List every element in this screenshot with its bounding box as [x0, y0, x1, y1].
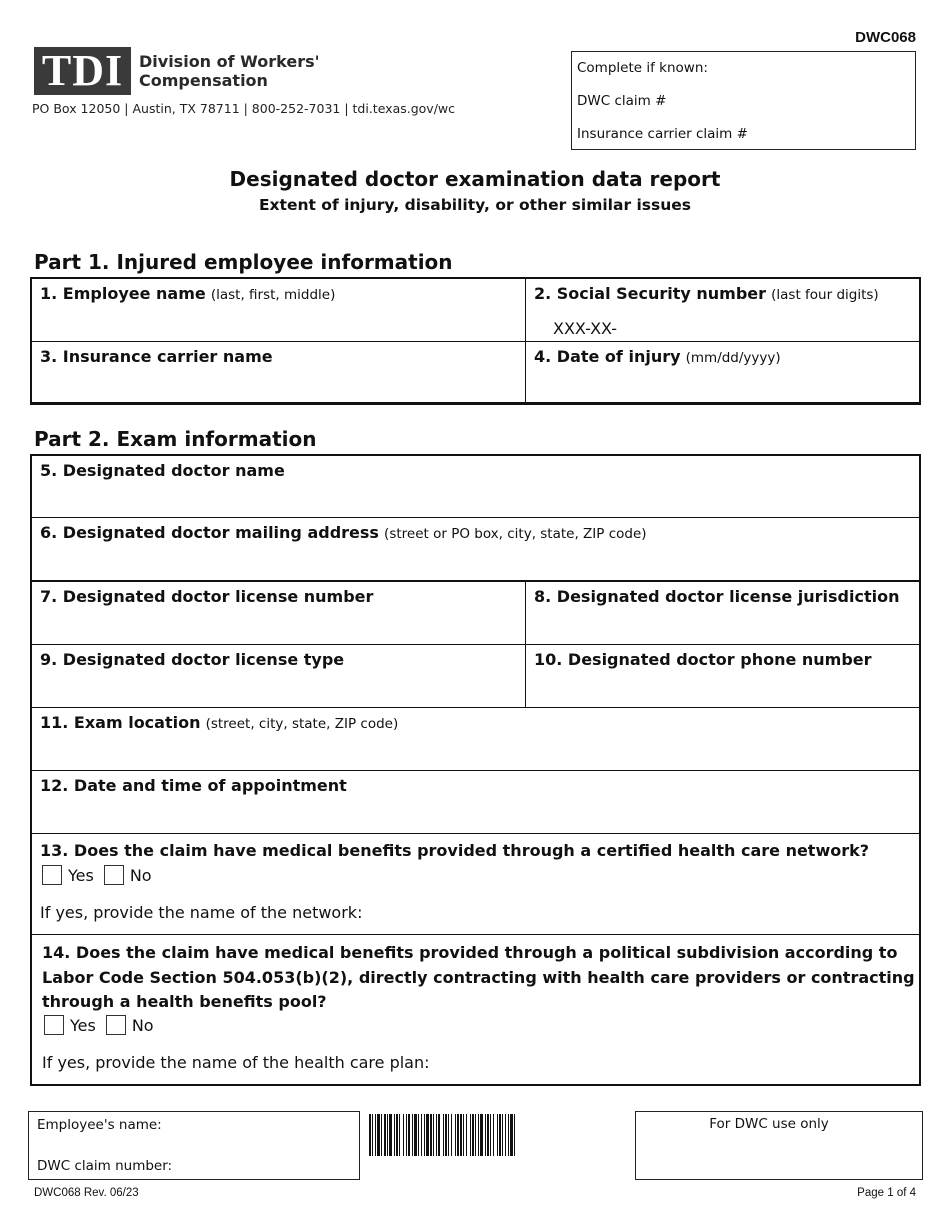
dwc-use-label: For DWC use only	[709, 1116, 829, 1132]
doctor-phone-label: 10. Designated doctor phone number	[534, 650, 872, 669]
appointment-label: 12. Date and time of appointment	[40, 776, 347, 795]
q13-yes-checkbox[interactable]	[42, 865, 62, 885]
page-number: Page 1 of 4	[857, 1187, 916, 1199]
form-number: DWC068	[855, 29, 916, 46]
q13-no-label: No	[129, 865, 152, 885]
q13-question: 13. Does the claim have medical benefits provided through a certified health care network?	[40, 841, 870, 860]
complete-if-known-label: Complete if known:	[577, 60, 708, 76]
ssn-label: 2. Social Security number	[534, 284, 767, 303]
doctor-address-label: 6. Designated doctor mailing address	[40, 523, 379, 542]
claim-known-box	[571, 51, 916, 150]
doctor-name-field[interactable]	[30, 454, 921, 518]
doctor-phone-field[interactable]	[525, 644, 921, 708]
agency-line-2: Compensation	[139, 71, 268, 90]
ssn-prefix: XXX-XX-	[553, 319, 617, 338]
exam-location-note: (street, city, state, ZIP code)	[205, 716, 399, 732]
appointment-field[interactable]	[30, 770, 921, 834]
q13-no-checkbox[interactable]	[104, 865, 124, 885]
q13-section	[30, 833, 921, 935]
revision-label: DWC068 Rev. 06/23	[34, 1187, 139, 1199]
form-title: Designated doctor examination data report	[229, 167, 721, 191]
employee-name-note: (last, first, middle)	[210, 287, 336, 303]
license-type-field[interactable]	[30, 644, 526, 708]
insurance-carrier-field[interactable]	[30, 341, 526, 405]
insurance-carrier-label: 3. Insurance carrier name	[40, 347, 273, 366]
q14-line-2: Labor Code Section 504.053(b)(2), directly contracting with health care providers or contracting	[42, 967, 915, 987]
footer-employee-box	[28, 1111, 360, 1180]
license-number-field[interactable]	[30, 581, 526, 645]
license-number-label: 7. Designated doctor license number	[40, 587, 374, 606]
employee-name-label: 1. Employee name	[40, 284, 206, 303]
q14-no-label: No	[131, 1015, 154, 1035]
agency-name	[139, 52, 320, 90]
q14-question	[42, 941, 915, 1015]
license-jurisdiction-label: 8. Designated doctor license jurisdiction	[534, 587, 900, 606]
footer-claim-number-field[interactable]: DWC claim number:	[37, 1158, 173, 1174]
license-type-label: 9. Designated doctor license type	[40, 650, 345, 669]
license-jurisdiction-field[interactable]	[525, 581, 921, 645]
part1-heading: Part 1. Injured employee information	[34, 250, 453, 274]
q14-no-checkbox[interactable]	[106, 1015, 126, 1035]
tdi-logo: TDI	[34, 47, 131, 95]
ssn-field[interactable]	[525, 277, 921, 342]
q14-yes-label: Yes	[70, 1015, 96, 1035]
q14-plan-field[interactable]: If yes, provide the name of the health care plan:	[42, 1053, 430, 1072]
q14-section	[30, 934, 921, 1086]
exam-location-field[interactable]	[30, 707, 921, 771]
doctor-name-label: 5. Designated doctor name	[40, 461, 285, 480]
barcode	[369, 1114, 621, 1156]
barcode-bar	[515, 1114, 517, 1156]
date-of-injury-label: 4. Date of injury	[534, 347, 681, 366]
agency-address: PO Box 12050 | Austin, TX 78711 | 800-252-7031 | tdi.texas.gov/wc	[32, 101, 455, 116]
q14-line-3: through a health benefits pool?	[42, 992, 327, 1011]
date-of-injury-field[interactable]	[525, 341, 921, 405]
footer-employee-name-field[interactable]: Employee's name:	[37, 1117, 162, 1133]
employee-name-field[interactable]	[30, 277, 526, 342]
dwc-use-box	[635, 1111, 923, 1180]
dwc-claim-field[interactable]: DWC claim #	[577, 93, 667, 109]
part2-heading: Part 2. Exam information	[34, 427, 317, 451]
doctor-address-field[interactable]	[30, 517, 921, 582]
carrier-claim-field[interactable]: Insurance carrier claim #	[577, 126, 748, 142]
q14-yes-checkbox[interactable]	[44, 1015, 64, 1035]
date-of-injury-note: (mm/dd/yyyy)	[685, 350, 781, 366]
q13-yes-label: Yes	[68, 865, 94, 885]
q13-network-field[interactable]: If yes, provide the name of the network:	[40, 903, 363, 922]
q14-line-1: 14. Does the claim have medical benefits provided through a political subdivision according to	[42, 943, 898, 962]
agency-line-1: Division of Workers'	[139, 52, 320, 71]
form-subtitle: Extent of injury, disability, or other similar issues	[258, 196, 692, 214]
doctor-address-note: (street or PO box, city, state, ZIP code)	[384, 526, 647, 542]
ssn-note: (last four digits)	[771, 287, 879, 303]
exam-location-label: 11. Exam location	[40, 713, 201, 732]
